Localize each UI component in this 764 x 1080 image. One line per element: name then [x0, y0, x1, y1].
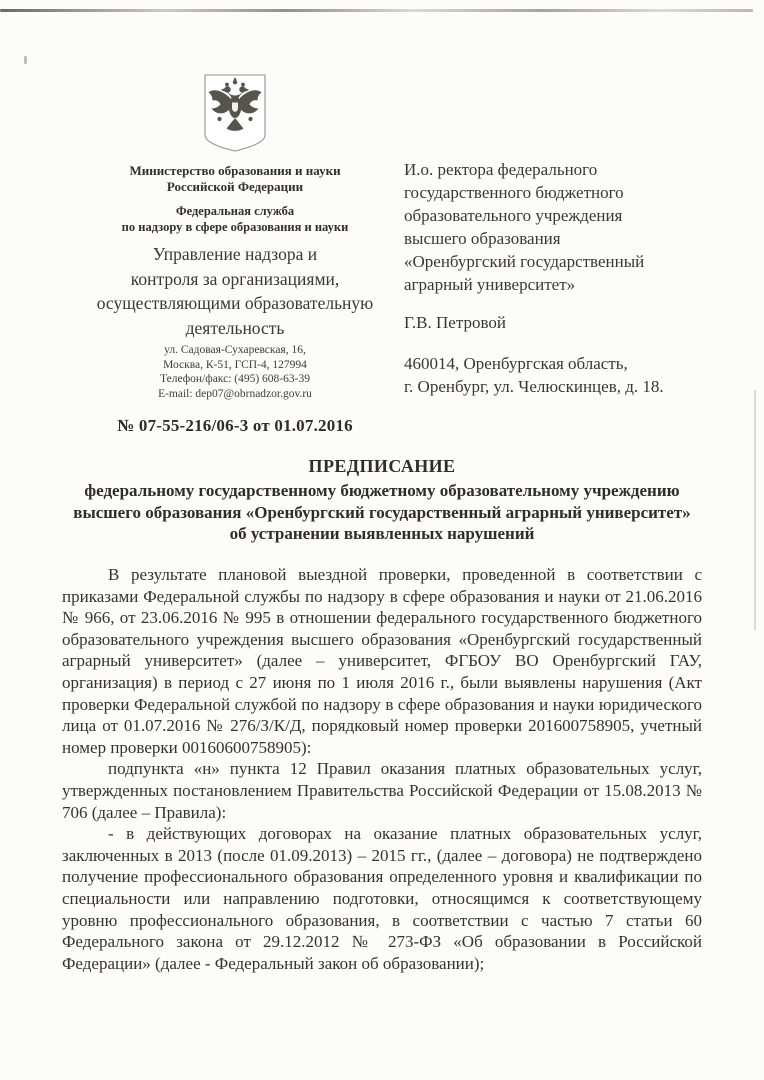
- addressee-name: Г.В. Петровой: [404, 313, 506, 332]
- issuer-email: E-mail: dep07@obrnadzor.gov.ru: [158, 387, 312, 400]
- scan-artifact-top-line: [0, 9, 753, 12]
- document-title: ПРЕДПИСАНИЕ: [308, 456, 456, 476]
- department-name-line3: осуществляющими образовательную: [96, 293, 374, 313]
- ministry-name-line2: Российской Федерации: [166, 179, 304, 194]
- department-name-line2: контроля за организациями,: [130, 268, 340, 289]
- ministry-name-line1: Министерство образования и науки: [129, 163, 341, 178]
- addressee-line2: государственного бюджетного: [404, 183, 624, 202]
- document-subtitle: федеральному государственному бюджетному образовательному учреждению высшего образования «Оренбургский государственный аграрный университет» об устранении выявленных нарушений: [73, 481, 691, 543]
- document-number: № 07-55-216/06-3 от 01.07.2016: [117, 416, 353, 435]
- letterhead: [84, 74, 386, 436]
- addressee-line5: «Оренбургский государственный: [404, 252, 645, 271]
- body-paragraph-2: подпункта «н» пункта 12 Правил оказания платных образовательных услуг, утвержденных постановлением Правительства Российской Федерации от 15.08.2013 № 706 (далее – Правила):: [62, 759, 702, 822]
- issuer-street: ул. Садовая-Сухаревская, 16,: [164, 344, 306, 356]
- department-name-line1: Управление надзора и: [152, 244, 318, 264]
- document-body: [62, 564, 702, 974]
- federal-service-line1: Федеральная служба: [175, 204, 295, 218]
- addressee-block: [404, 158, 716, 398]
- addressee-line1: И.о. ректора федерального: [404, 160, 598, 179]
- issuer-city: Москва, К-51, ГСП-4, 127994: [163, 358, 307, 371]
- addressee-line4: высшего образования: [404, 229, 561, 248]
- addressee-address-line2: г. Оренбург, ул. Челюскинцев, д. 18.: [404, 377, 664, 396]
- scan-artifact-right-line: [754, 390, 756, 630]
- coat-of-arms-icon: [204, 74, 266, 157]
- title-block: [70, 455, 694, 545]
- addressee-address-line1: 460014, Оренбургская область,: [404, 354, 628, 373]
- body-paragraph-3: - в действующих договорах на оказание платных образовательных услуг, заключенных в 2013 (после 01.09.2013) – 2015 гг., (далее – договора) не подтверждено получение профессионального образования определенного уровня и квалификации по специальности или направлению подготовки, относящимся к соответствующему уровню профессионального образования, в соответствии с частью 7 статьи 60 Федерального закона от 29.12.2012 № 273-ФЗ «Об образовании в Российской Федерации» (далее - Федеральный закон об образовании);: [62, 824, 702, 973]
- scan-artifact-speck: [24, 56, 27, 64]
- department-name-line4: деятельность: [185, 317, 285, 338]
- addressee-line3: образовательного учреждения: [404, 206, 623, 225]
- body-paragraph-1: В результате плановой выездной проверки, проведенной в соответствии с приказами Федеральной службы по надзору в сфере образования и науки от 21.06.2016 № 966, от 23.06.2016 № 995 в отношении федерального государственного бюджетного образовательного учреждения высшего образования «Оренбургский государственный аграрный университет» (далее – университет, ФГБОУ ВО Оренбургский ГАУ, организация) в период с 27 июня по 1 июля 2016 г., были выявлены нарушения (Акт проверки Федеральной службой по надзору в сфере образования и науки юридического лица от 01.07.2016 № 276/З/К/Д, порядковый номер проверки 201600758905, учетный номер проверки 00160600758905):: [62, 565, 702, 757]
- federal-service-line2: по надзору в сфере образования и науки: [121, 219, 349, 234]
- issuer-phone: Телефон/факс: (495) 608-63-39: [160, 373, 310, 385]
- addressee-line6: аграрный университет»: [404, 275, 576, 294]
